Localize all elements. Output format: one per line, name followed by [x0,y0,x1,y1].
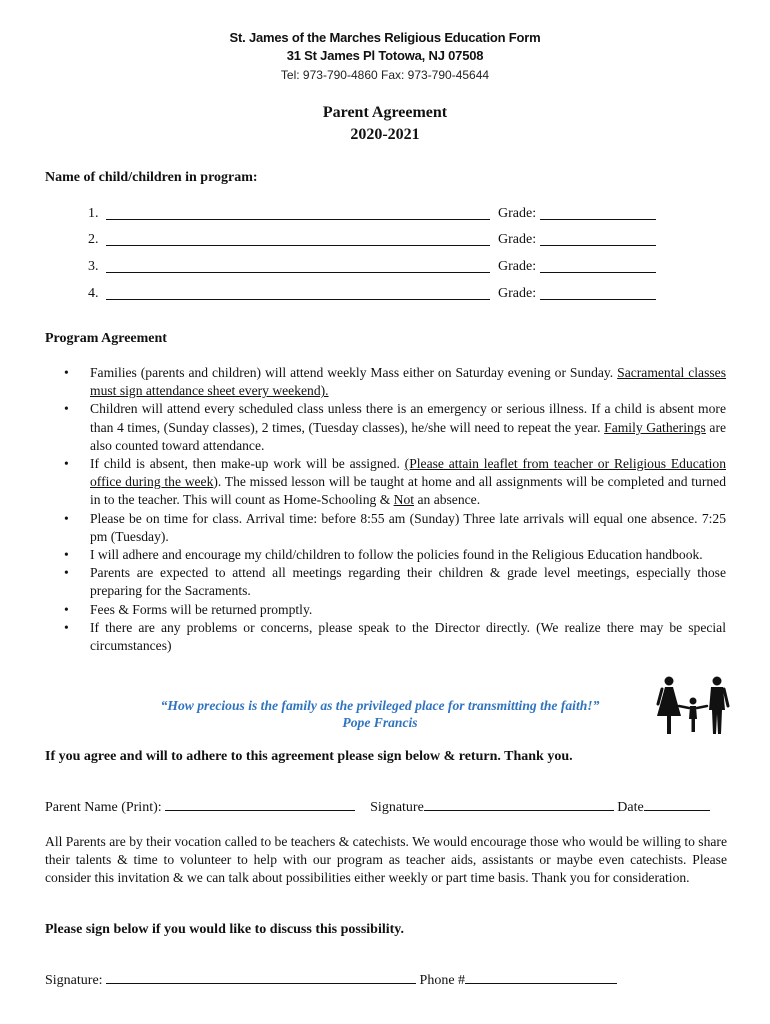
quote-text: “How precious is the family as the privileged place for transmitting the faith!” [160,698,600,713]
item-text: Families (parents and children) will attend weekly Mass either on Saturday evening or Sunday. [90,365,618,380]
school-phone: Tel: 973-790-4860 Fax: 973-790-45644 [280,68,490,82]
list-item [64,510,726,546]
item-text: an absence. [414,492,481,508]
list-item [64,455,726,510]
school-title: St. James of the Marches Religious Education Form [229,30,541,45]
child-row [88,206,688,222]
signature-label: Signature [370,800,424,815]
child-number: 3. [88,259,99,274]
child-number: 4. [88,286,99,301]
child-name-field[interactable] [106,259,490,273]
list-item [64,601,726,619]
program-heading: Program Agreement [45,331,167,346]
grade-field[interactable] [540,259,656,273]
item-underlined-text: (Please attain leaflet from teacher or Religious Education office during the week [90,456,726,490]
item-text: Please be on time for class. Arrival time: before 8:55 am (Sunday) Three late arrivals will equal one absence. 7:25 pm (Tuesday). [90,510,726,544]
item-text: Children will attend every scheduled class unless there is an emergency or serious illness. If a child is absent more than 4 times, (Sunday classes), 2 times, (Tuesday classes), he/she will need to repeat the year. [90,401,726,435]
list-item [64,400,726,455]
child-row [88,259,688,275]
parent-sign-row [45,797,735,816]
date-field[interactable] [644,797,710,811]
program-bullet-list [64,364,726,655]
signature-field[interactable] [424,797,614,811]
item-text: I will adhere and encourage my child/children to follow the policies found in the Religious Education handbook. [90,547,703,563]
bullet-icon: • [64,365,69,380]
list-item [64,364,726,400]
phone-field[interactable] [465,970,617,984]
child-number: 1. [88,206,99,221]
item-underlined-text: Sacramental classes must sign attendance sheet every weekend). [90,365,726,399]
document-year: 2020-2021 [350,126,420,143]
grade-label: Grade: [498,286,537,301]
list-item [64,564,726,600]
bullet-icon: • [64,565,69,581]
family-icon [655,676,731,736]
phone-label: Phone # [419,973,466,988]
final-signature-label: Signature: [45,973,103,988]
bullet-icon: • [64,456,69,472]
bullet-icon: • [64,547,69,563]
bullet-icon: • [64,510,69,526]
item-text: Fees & Forms will be returned promptly. [90,601,313,617]
grade-field[interactable] [540,232,656,246]
list-item [64,619,726,655]
document-title: Parent Agreement [322,104,448,121]
item-underlined-text: Not [393,492,415,508]
school-address: 31 St James Pl Totowa, NJ 07508 [286,48,484,63]
grade-field[interactable] [540,206,656,220]
item-text: If child is absent, then make-up work will be assigned. [90,456,405,472]
item-text: ). The missed lesson will be taught at home and all assignments will be completed and turned in to the teacher. This will count as Home-Schooling & [90,474,726,508]
child-name-field[interactable] [106,206,490,220]
item-text: are also counted toward attendance. [90,419,726,453]
child-name-field[interactable] [106,232,490,246]
discuss-text: Please sign below if you would like to discuss this possibility. [45,922,405,937]
item-text: If there are any problems or concerns, please speak to the Director directly. (We realize there may be special circumstances) [90,619,726,654]
bullet-icon: • [64,619,69,635]
grade-label: Grade: [498,206,537,221]
parent-name-label: Parent Name (Print): [45,800,162,815]
child-row [88,232,688,248]
item-underlined-text: Family Gatherings [604,419,706,435]
agree-text: If you agree and will to adhere to this agreement please sign below & return. Thank you. [45,749,573,764]
list-item [64,546,726,564]
grade-label: Grade: [498,232,537,247]
item-text: Parents are expected to attend all meetings regarding their children & grade level meetings, especially those preparing for the Sacraments. [90,565,726,599]
parent-name-field[interactable] [165,797,355,811]
child-number: 2. [88,232,99,247]
volunteer-paragraph: All Parents are by their vocation called to be teachers & catechists. We would encourage those who would be willing to share their talents & time to volunteer to help with our program as teacher aids, assistants or maybe even catechists. Please consider this invitation & we can talk about possibilities either weekly or part time basis. Thank you for consideration. [45,834,727,886]
grade-label: Grade: [498,259,537,274]
bullet-icon: • [64,401,69,417]
child-row [88,286,688,302]
children-label: Name of child/children in program: [45,170,258,185]
child-name-field[interactable] [106,286,490,300]
grade-field[interactable] [540,286,656,300]
final-sign-row [45,970,735,989]
bullet-icon: • [64,601,69,617]
date-label: Date [617,800,644,815]
final-signature-field[interactable] [106,970,416,984]
quote-author: Pope Francis [342,715,418,730]
